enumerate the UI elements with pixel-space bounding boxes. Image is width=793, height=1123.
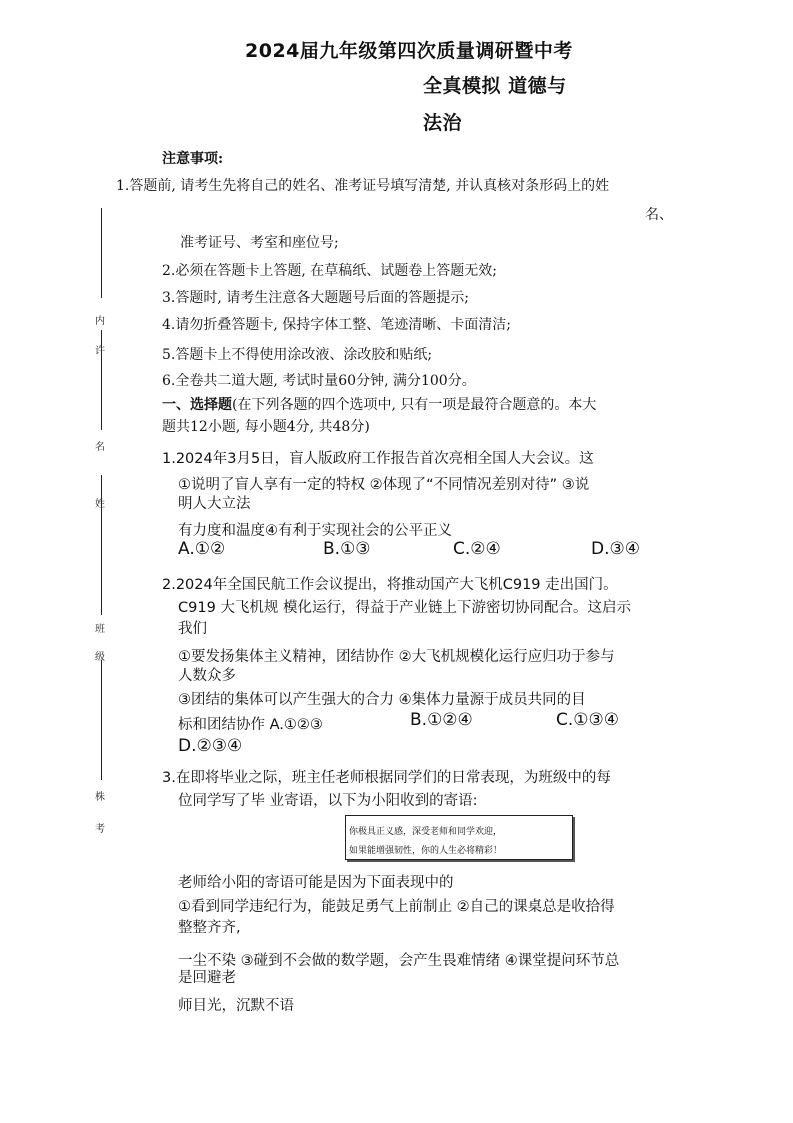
question-3-text: 位同学写了毕 业寄语，以下为小阳收到的寄语: (178, 793, 478, 809)
question-3-text: ①看到同学违纪行为，能鼓足勇气上前制止 ②自己的课桌总是收拾得 (178, 899, 615, 915)
graduation-message-box (345, 815, 573, 860)
margin-label: 班 (95, 624, 105, 635)
question-1-option-b: B.①③ (323, 539, 371, 559)
notice-item-4: 4.请勿折叠答题卡, 保持字体工整、笔迹清晰、卡面清洁; (162, 317, 511, 333)
margin-label: 姓 (95, 499, 105, 510)
question-1-text: ①说明了盲人享有一定的特权 ②体现了“不同情况差别对待” ③说 (178, 477, 590, 493)
question-3-text: 一尘不染 ③碰到不会做的数学题，会产生畏难情绪 ④课堂提问环节总 (178, 953, 620, 969)
question-2-option-c: C.①③④ (556, 710, 619, 730)
exam-title-line2: 全真模拟 道德与 (423, 75, 567, 97)
question-1-text: 有力度和温度④有利于实现社会的公平正义 (178, 523, 452, 539)
notice-item-6: 6.全卷共二道大题, 考试时量60分钟, 满分100分。 (162, 373, 476, 389)
question-1-stem: 1.2024年3月5日，盲人版政府工作报告首次亮相全国人大会议。这 (162, 451, 594, 467)
notice-item-1: 1.答题前, 请考生先将自己的姓名、准考证号填写清楚, 并认真核对条形码上的姓 (116, 178, 610, 194)
question-3-text: 是回避老 (178, 970, 236, 986)
question-2-option-d: D.②③④ (178, 736, 243, 756)
margin-label: 考 (95, 824, 105, 835)
question-3-text: 师目光，沉默不语 (178, 998, 294, 1014)
margin-label: 级 (95, 652, 105, 663)
notice-heading: 注意事项: (162, 151, 224, 167)
question-2-text: 人数众多 (178, 668, 236, 684)
notice-item-3: 3.答题时, 请考生注意各大题题号后面的答题提示; (162, 290, 469, 306)
section-heading (162, 394, 596, 414)
question-3-text: 老师给小阳的寄语可能是因为下面表现中的 (178, 875, 454, 891)
margin-label: 名 (95, 442, 105, 453)
notice-item-5: 5.答题卡上不得使用涂改液、涂改胶和贴纸; (162, 347, 433, 363)
question-1-option-c: C.②④ (453, 539, 501, 559)
margin-label: 内 (95, 316, 105, 327)
binding-line (101, 660, 102, 780)
exam-title-line3: 法治 (423, 112, 463, 134)
margin-label: 株 (95, 792, 105, 803)
question-1-option-d: D.③④ (591, 539, 640, 559)
question-3-stem: 3.在即将毕业之际，班主任老师根据同学们的日常表现，为班级中的每 (162, 770, 611, 786)
question-2-text: 我们 (178, 621, 207, 637)
question-2-option-b: B.①②④ (410, 710, 473, 730)
notice-item-2: 2.必须在答题卡上答题, 在草稿纸、试题卷上答题无效; (162, 263, 497, 279)
question-2-text: ③团结的集体可以产生强大的合力 ④集体力量源于成员共同的目 (178, 692, 586, 708)
graduation-message-line: 如果能增强韧性，你的人生必将精彩！ (349, 846, 503, 856)
question-2-stem: 2.2024年全国民航工作会议提出，将推动国产大飞机C919 走出国门。 (162, 577, 618, 593)
question-3-text: 整整齐齐, (178, 920, 241, 936)
section-desc-cont: 题共12小题, 每小题4分, 共48分) (162, 419, 370, 435)
notice-item-1-cont: 准考证号、考室和座位号; (180, 235, 339, 251)
question-1-option-a: A.①② (178, 539, 226, 559)
graduation-message-line: 你极具正义感，深受老师和同学欢迎， (349, 827, 503, 837)
question-2-text: C919 大飞机规 模化运行，得益于产业链上下游密切协同配合。这启示 (178, 600, 632, 616)
question-2-text: ①要发扬集体主义精神，团结协作 ②大飞机规模化运行应归功于参与 (178, 649, 615, 665)
question-2-text: 标和团结协作 A.①②③ (178, 717, 323, 733)
section-desc: (在下列各题的四个选项中, 只有一项是最符合题意的。本大 (232, 397, 597, 413)
notice-item-1-cont: 名、 (645, 207, 673, 223)
question-1-text: 明人大立法 (178, 496, 251, 512)
binding-line (101, 208, 102, 298)
margin-label: 许 (95, 346, 105, 357)
exam-title-line1: 2024届九年级第四次质量调研暨中考 (245, 40, 573, 62)
section-label: 一、选择题 (162, 397, 232, 413)
